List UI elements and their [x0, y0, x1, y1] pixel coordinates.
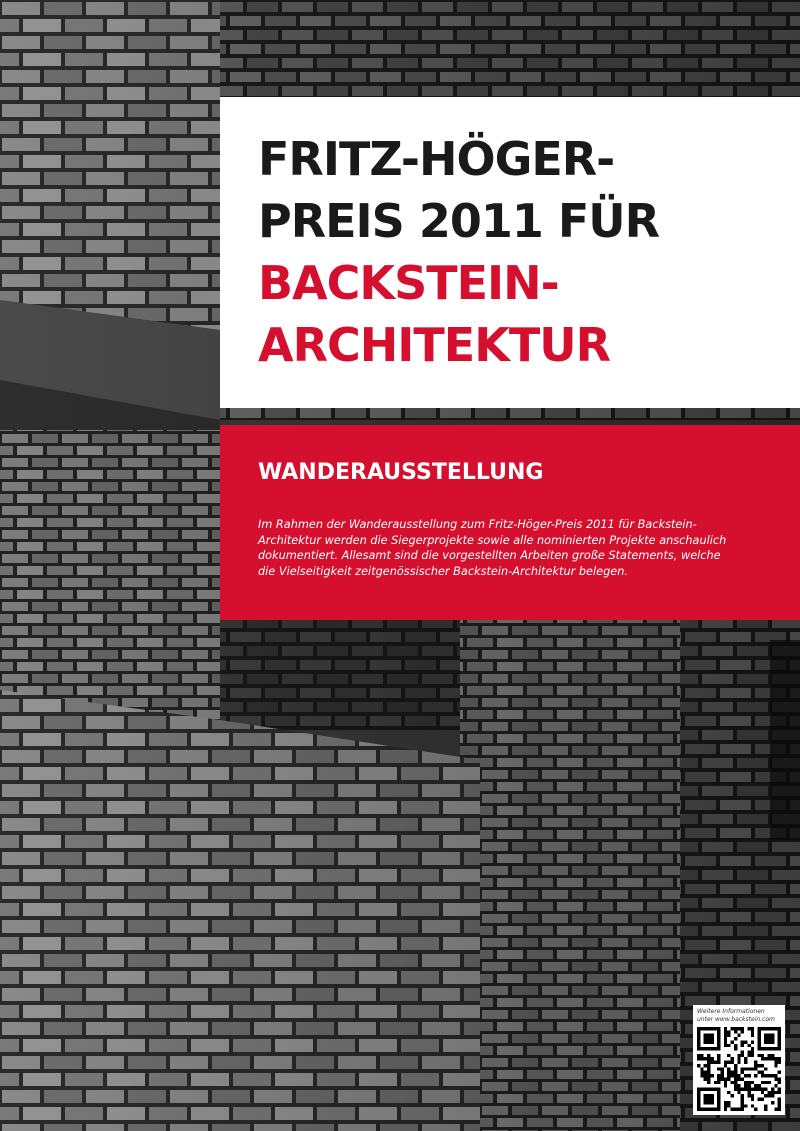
qr-code-icon[interactable]	[697, 1027, 781, 1111]
description-line: Im Rahmen der Wanderausstellung zum Fritz-Höger-Preis 2011 für Backstein-	[258, 518, 697, 531]
qr-panel	[693, 1005, 785, 1115]
description-line: dokumentiert. Allesamt sind die vorgestellten Arbeiten große Statements, welche	[258, 549, 721, 562]
description-line: Architektur werden die Siegerprojekte sowie alle nominierten Projekte anschaulich	[258, 533, 727, 547]
qr-caption-line: unter www.backstein.com	[697, 1015, 775, 1023]
exhibition-panel	[220, 425, 800, 620]
title-line-4: ARCHITEKTUR	[258, 318, 610, 372]
title-line-2: PREIS 2011 FÜR	[258, 194, 660, 248]
title-line-3: BACKSTEIN-	[258, 256, 559, 310]
title-line-1: FRITZ-HÖGER-	[258, 132, 615, 186]
exhibition-heading: WANDERAUSSTELLUNG	[258, 460, 544, 485]
qr-caption-line: Weitere Informationen	[697, 1008, 765, 1015]
description-line: die Vielseitigkeit zeitgenössischer Backstein-Architektur belegen.	[258, 564, 628, 578]
title-panel	[220, 97, 800, 408]
qr-caption	[697, 1008, 781, 1023]
exhibition-description	[258, 517, 788, 579]
